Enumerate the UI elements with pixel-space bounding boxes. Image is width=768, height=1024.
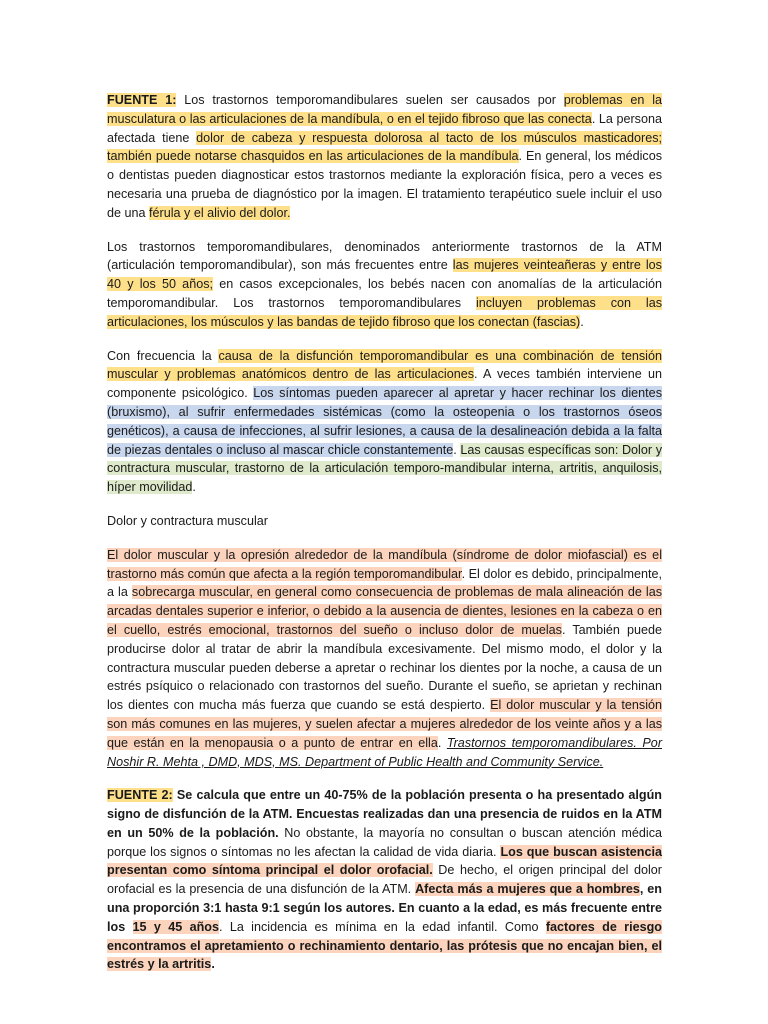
text-run: . — [192, 480, 196, 495]
highlight-myofascial: El dolor muscular y la opresión alrededor de la mandíbula (síndrome de dolor miofascial) es el trastorno más común que afecta a la región temporomandibular — [107, 547, 662, 581]
text-run: De hecho, el origen principal del dolor orofacial es la presencia de una disfunción de la ATM. — [107, 863, 662, 897]
highlight-treatment: férula y el alivio del dolor. — [149, 205, 291, 220]
highlight-women-men: Afecta más a mujeres que a hombres — [415, 882, 640, 897]
text-run: . La persona afectada tiene — [107, 111, 662, 145]
text-run: Con frecuencia la — [107, 348, 219, 363]
text-run-bold: Se calcula que entre un 40-75% de la población presenta o ha presentado algún signo de disfunción de la ATM. Encuestas realizadas dan una presencia de ruidos en la ATM en un 50% de la población. — [107, 788, 663, 840]
source-label-2: FUENTE 2: — [107, 788, 173, 803]
section-heading: Dolor y contractura muscular — [107, 513, 268, 528]
citation: Trastornos temporomandibulares. Por Noshir R. Mehta , DMD, MDS, MS. Department of Public Health and Community Service. — [107, 735, 663, 769]
text-run: Los trastornos temporomandibulares, denominados anteriormente trastornos de la ATM (articulación temporomandibular), son más frecuentes entre — [107, 239, 662, 273]
text-run: en casos excepcionales, los bebés nacen con anomalías de la articulación temporomandibular. Los trastornos temporomandibulares — [107, 277, 662, 310]
paragraph-fuente-1 — [107, 91, 662, 223]
highlight-causes: problemas en la musculatura o las articulaciones de la mandíbula, o en el tejido fibroso que las conecta — [107, 93, 662, 126]
text-run: No obstante, la mayoría no consultan o buscan atención médica porque los signos o síntomas no les afectan la calidad de vida diaria. — [107, 825, 662, 859]
highlight-specific-causes: Las causas específicas son: Dolor y contractura muscular, trastorno de la articulación temporo-mandibular interna, artritis, anquilosis, híper movilidad — [107, 442, 662, 495]
highlight-risk-factors: factores de riesgo encontramos el apretamiento o rechinamiento dentario, las prótesis que no encajan bien, el estrés y la artritis — [107, 919, 662, 972]
highlight-orofacial: Los que buscan asistencia presentan como síntoma principal el dolor orofacial. — [107, 844, 663, 878]
highlight-symptoms: dolor de cabeza y respuesta dolorosa al tacto de los músculos masticadores; también puede notarse chasquidos en las articulaciones de la mandíbula — [107, 130, 662, 164]
text-run-bold: . — [211, 957, 215, 972]
text-run: . — [453, 442, 461, 457]
highlight-age-range: 15 y 45 años — [132, 919, 219, 934]
text-run: . — [580, 314, 584, 329]
paragraph-fuente-2 — [107, 786, 662, 974]
text-run: . — [437, 735, 447, 750]
text-run: . A veces también interviene un componente psicológico. — [107, 367, 662, 401]
highlight-cause-combination: causa de la disfunción temporomandibular es una combinación de tensión muscular y problemas anatómicos dentro de las articulaciones — [107, 348, 662, 382]
paragraph-prevalence — [107, 238, 662, 332]
paragraph-muscle-pain — [107, 546, 662, 772]
text-run: . La incidencia es mínima en la edad infantil. Como — [218, 919, 546, 934]
text-run: . El dolor es debido, principalmente, a la — [107, 566, 662, 600]
highlight-includes: incluyen problemas con las articulaciones, los músculos y las bandas de tejido fibroso que los conectan (fascias) — [107, 295, 662, 329]
text-run: . También puede producirse dolor al tratar de abrir la mandíbula excesivamente. Del mismo modo, el dolor y la contractura muscular pueden deberse a apretar o rechinar los dientes por la noche, a causa de un estrés psíquico o relacionado con trastornos del sueño. Durante el sueño, se aprietan y rechinan los dientes con mucha más fuerza que cuando se está despierto. — [107, 622, 662, 713]
text-run-bold: , en una proporción 3:1 hasta 9:1 según los autores. En cuanto a la edad, es más frecuente entre los — [107, 882, 662, 934]
source-label-1: FUENTE 1: — [107, 93, 177, 107]
highlight-symptom-triggers: Los síntomas pueden aparecer al apretar y hacer rechinar los dientes (bruxismo), al sufrir enfermedades sistémicas (como la osteopenia o los trastornos óseos genéticos), a causa de infecciones, al sufrir lesiones, a causa de la desalineación debida a la falta de piezas dentales o incluso al mascar chicle constantemente — [107, 386, 662, 457]
text-run: Los trastornos temporomandibulares suelen ser causados por — [176, 93, 564, 107]
text-run: . En general, los médicos o dentistas pueden diagnosticar estos trastornos mediante la exploración física, pero a veces es necesaria una prueba de diagnóstico por la imagen. El tratamiento terapéutico suele incluir el uso de una — [107, 149, 663, 220]
highlight-overload: sobrecarga muscular, en general como consecuencia de problemas de mala alineación de las arcadas dentales superior e inferior, o debido a la ausencia de dientes, lesiones en la cabeza o en el cuello, estrés emocional, trastornos del sueño o incluso dolor de muelas — [107, 585, 662, 637]
highlight-age-group: las mujeres veinteañeras y entre los 40 y los 50 años; — [107, 258, 662, 292]
paragraph-causes — [107, 347, 662, 497]
highlight-women: El dolor muscular y la tensión son más comunes en las mujeres, y suelen afectar a mujeres alrededor de los veinte años y a las que están en la menopausia o a punto de entrar en ella — [107, 698, 662, 750]
